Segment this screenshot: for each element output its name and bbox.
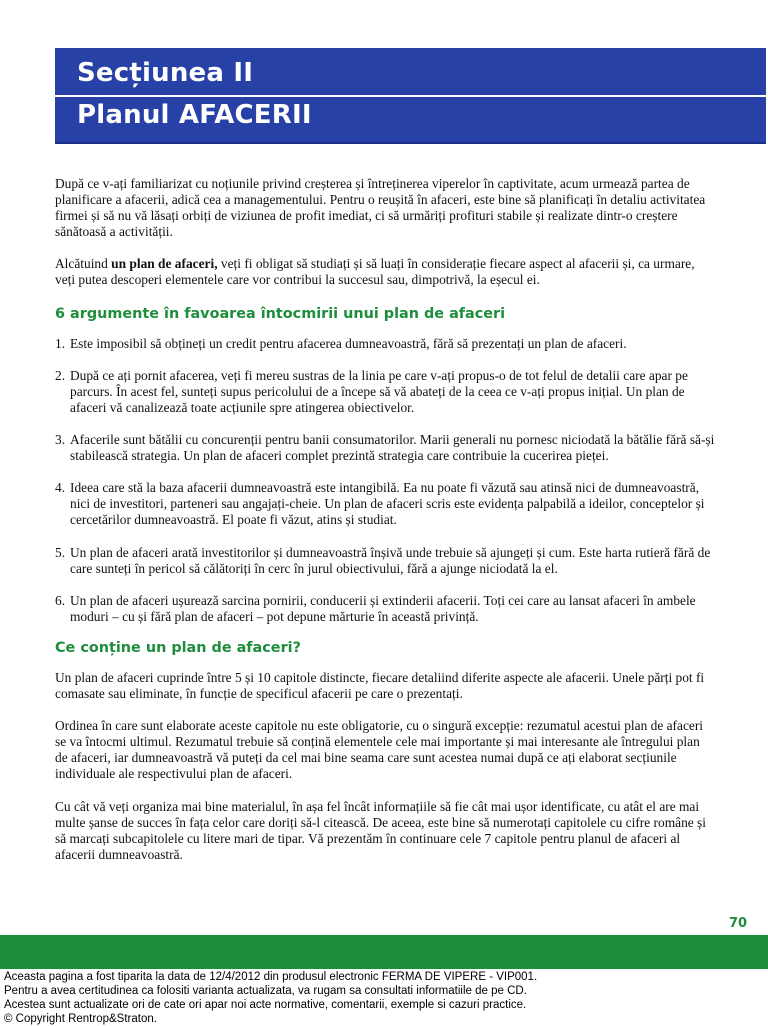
heading-plan-contents: Ce conține un plan de afaceri? (55, 639, 301, 656)
page-number: 70 (729, 916, 748, 931)
list-item-text: După ce ați pornit afacerea, veți fi mereu sustras de la linia pe care v-ați propus-o de tot felul de detalii care apar pe parcurs. În acest fel, sunteți supus pericolului de a începe să vă abateți de la ceea ce v-ați propus inițial. Un plan de afaceri vă canalizează toate acțiunile spre atingerea obiectivelor. (70, 367, 688, 415)
content-paragraph-3: Cu cât vă veți organiza mai bine materialul, în așa fel încât informațiile să fie cât mai ușor identificate, cu atât el are mai multe șanse de succes în fața celor care doriți să-l citească. De aceea, este bine să numerotați capitolele cu cifre române și să marcați subcapitolele cu litere mari de tipar. Vă prezentăm în continuare cele 7 capitole pentru planul de afaceri al afacerii dumneavoastră. (55, 798, 706, 862)
list-item (55, 368, 715, 416)
list-item-number: 1. (55, 335, 66, 351)
intro-p2-post: veți fi obligat să studiați și să luați în considerație fiecare aspect al afacerii și, ca urmare, veți putea descoperi elementele care vor contribui la succesul sau, dimpotrivă, la eșecul ei. (55, 256, 695, 288)
arguments-list (55, 336, 715, 625)
list-item-text: Ideea care stă la baza afacerii dumneavoastră este intangibilă. Ea nu poate fi văzută sau atinsă nici de dumneavoastră, nici de investitori, parteneri sau angajați-cheie. Un plan de afaceri scris este evidența palpabilă a ideilor, conceptelor și cercetărilor dumneavoastră. El poate fi văzut, atins și studiat. (70, 480, 705, 528)
footer-line-3: Acestea sunt actualizate ori de cate ori apar noi acte normative, comentarii, exemple si cazuri practice. (4, 999, 527, 1011)
intro-p2-bold: un plan de afaceri, (111, 256, 218, 272)
footer-line-1: Aceasta pagina a fost tiparita la data de 12/4/2012 din produsul electronic FERMA DE VIPERE - VIP001. (4, 971, 538, 983)
list-item-number: 5. (55, 544, 66, 560)
content-paragraph-1: Un plan de afaceri cuprinde între 5 și 10 capitole distincte, fiecare detaliind diferite aspecte ale afacerii. Unele părți pot fi comasate sau eliminate, în funcție de specificul afacerii pe care o prezentați. (55, 669, 705, 702)
list-item (55, 545, 715, 577)
list-item-text: Un plan de afaceri arată investitorilor și dumneavoastră înșivă unde trebuie să ajungeți și cum. Este harta rutieră fără de care sunteți în pericol să călătoriți în cerc în jurul obiectivului, fără a ajunge niciodată la el. (70, 544, 711, 576)
section-number-title: Secțiunea II (77, 58, 254, 88)
heading-arguments: 6 argumente în favoarea întocmirii unui plan de afaceri (55, 305, 506, 322)
list-item-number: 2. (55, 367, 66, 383)
list-item (55, 480, 715, 528)
section-header (55, 48, 766, 144)
list-item-text: Un plan de afaceri ușurează sarcina pornirii, conducerii și extinderii afacerii. Toți cei care au lansat afaceri în ambele moduri – cu și fără plan de afaceri – pot depune mărturie în această privință. (70, 592, 696, 624)
document-body (55, 176, 715, 863)
list-item-number: 3. (55, 432, 66, 448)
section-main-title: Planul AFACERII (77, 100, 312, 130)
intro-paragraph-2 (55, 256, 715, 288)
footer-copyright: © Copyright Rentrop&Straton. (4, 1013, 157, 1025)
intro-paragraph-1: După ce v-ați familiarizat cu noțiunile privind creșterea și întreținerea viperelor în captivitate, acum urmează partea de planificare a afacerii, adică cea a managementului. Pentru o reușită în afaceri, este bine să planificați în detaliu activitatea firmei și să nu vă lăsați orbiți de viziunea de profit imediat, ci să urmăriți profituri stabile și realizate dintr-o creștere sănătoasă a activității. (55, 176, 706, 240)
footer-line-2: Pentru a avea certitudinea ca folositi varianta actualizata, va rugam sa consultati informatiile de pe CD. (4, 985, 527, 997)
list-item-number: 4. (55, 480, 66, 496)
header-divider (55, 95, 766, 97)
content-paragraph-2: Ordinea în care sunt elaborate aceste capitole nu este obligatorie, cu o singură excepție: rezumatul acestui plan de afaceri se va întocmi ultimul. Rezumatul trebuie să conțină elementele cele mai importante și mai interesante ale întregului plan de afaceri, iar dumneavoastră vă puteți da cel mai bine seama care sunt acestea numai după ce ați elaborat secțiunile individuale ale respectivului plan de afaceri. (55, 718, 704, 782)
print-footer (4, 970, 537, 1026)
list-item (55, 432, 715, 464)
list-item (55, 336, 715, 352)
list-item (55, 593, 715, 625)
list-item-text: Este imposibil să obțineți un credit pentru afacerea dumneavoastră, fără să prezentați un plan de afaceri. (70, 335, 627, 351)
list-item-text: Afacerile sunt bătălii cu concurenții pentru banii consumatorilor. Marii generali nu pornesc niciodată la bătălie fără să-și stabilească strategia. Un plan de afaceri complet prezintă strategia care contribuie la cucerirea pieței. (70, 432, 715, 464)
footer-green-bar (0, 935, 768, 969)
list-item-number: 6. (55, 592, 66, 608)
intro-p2-pre: Alcătuind (55, 256, 112, 272)
